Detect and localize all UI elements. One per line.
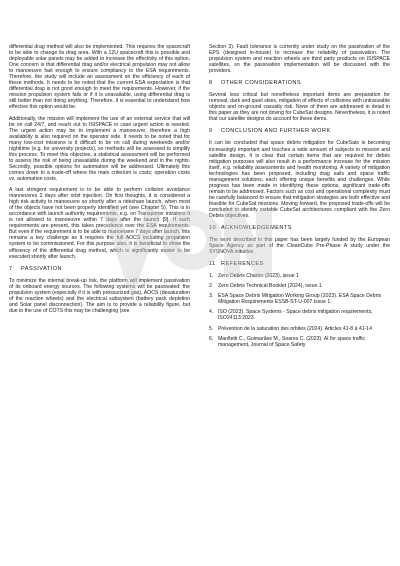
reference-text: ESA Space Debris Mitigation Working Group (2023). ESA Space Debris Mitigation Requirements ESSB-ST-U-007 Issue 1. [218,293,382,306]
reference-list [209,273,390,347]
reference-number: 5. [209,325,214,332]
reference-number: 2. [209,283,214,290]
reference-item [209,336,390,348]
section-title: PASSIVATION [21,265,63,272]
reference-text: Manfletti C., Guimarães M., Soares C. (2023). AI for space traffic management, Journal of Space Safety [218,335,366,348]
body-paragraph: Additionally, the mission will implement the use of an external service that will be on call 24/7, and reach out to ISISPACE in case urgent action is needed. The urgent action may be to implement a manoeuvre, therefore a high availability is also required on the operator side. It needs to be noted that for many low-cost missions is it difficult to be on call during weekends and/or nighttime (e.g. for university projects), so methods will be assessed to simplify this process. To meet this objective, a statistical assessment will be performed to assess the risk of being unavailable during the weekend and in the nights. Secondly, possible options for automation will be addressed. Ultimately this comes down to a trade-off where the main criterium is costs; operation costs vs. automation costs. [9,115,190,182]
reference-item [209,283,390,289]
section-title: CONCLUSION AND FURTHER WORK [221,128,331,135]
section-number: 11 [209,261,216,268]
reference-number: 6. [209,335,214,342]
body-paragraph: It can be concluded that space debris mitigation for CubeSats is becoming increasingly important and touches a wide amount of subjects in mission and satellite design. It is clear that certain items that are required for debris mitigation purposes will also result in a performance increase for the mission itself, e.g. reliability assessments and health monitoring. A variety of mitigation technologies has been proposed, including drag sails and space traffic management solutions, each offering unique benefits and challenges. While progress has been made in identifying these options, significant trade-offs remain to be addressed. Factors such as cost and operational complexity must be carefully balanced to ensure that mitigation strategies are both effective and feasible for CubeSat missions. Moving forward, the proposed trade-offs will be concluded to identify suitable CubeSat architectures compliant with the Zero Debris objectives. [209,140,390,220]
section-heading-other-considerations [209,80,390,87]
reference-item [209,309,390,321]
reference-text: ISO (2023). Space Systems - Space debris mitigation requirements, ISO24113:2023. [218,309,373,322]
reference-text: Prévention de la saturation des orbites (2024). Articles 41-8 à 41-14 [218,325,373,332]
reference-item [209,326,390,332]
body-paragraph: To minimize the internal break-up risk, the platform will implement passivation of its onboard energy sources. The following systems will be passivated: the propulsion system (especially if it is with pressurized gas), AOCS (desaturation of the reaction wheels) and the electrical subsystem (battery pack depletion and Solar panel disconnection). The aim is to provide a reliability figure, but due to the use of COTS this may be challenging (see [9,277,190,314]
section-heading-conclusion [209,128,390,135]
section-number: 10 [209,225,217,232]
section-number: 9 [209,128,213,135]
right-column [209,44,390,352]
section-title: REFERENCES [221,261,264,268]
reference-number: 1. [209,273,214,280]
body-paragraph: A last stringent requirement is to be able to perform collision avoidance manoeuvres 2 days after orbit injection. On first thoughts, it is considered a high risk activity to manoeuvre so shortly after a rideshare launch, when most of the objects have not been properly identified yet (see Chapter 5). This is in accordance with launch authority requirements, e.g. on Transporter missions it is not allowed to manoeuvre within 7 days after the launch [9]. If such requirements are present, this takes precedence over the ESA requirements. But even if the requirement is to be able to manoeuvre 7 days after launch, this remains a key challenge as it requires the full AOCS including propulsion system to be commissioned. For this purpose also, it is beneficial to show the efficiency of the differential drag method, which is significantly easier to be executed shortly after launch. [9,187,190,260]
section-title: ACKNOWLEDGEMENTS [221,225,292,232]
reference-text: Zero Debris Charter (2023), issue 1 [218,273,299,280]
section-heading-references [209,261,390,268]
reference-number: 3. [209,293,214,300]
body-paragraph: differential drag method will also be implemented. This requires the spacecraft to be able to change its drag area. With a 12U spacecraft this is possible and deployable solar panels may be added to increase the effectivity of this option. One concern is that differential drag and/or electrical propulsion may not allow to manoeuvre fast enough to ensure compliancy to the ESA requirements. Therefore, the study will include an assessment on the efficiency of each of these methods. It needs to be noted that the current ESA expectation is that differential drag is not good enough to meet the requirements. However, if the mission propulsion system fails or if it is unavailable, using differential drag is still better than not doing anything. Therefore, it is essential to understand how effective this option would be. [9,44,190,111]
reference-number: 4. [209,309,214,316]
body-paragraph: Section 3). Fault tolerance is currently under study on the passivation of the EPS (designed in-house) to increase the reliability of passivation. The propulsion system and reaction wheels are third party products on ISISPACE satellites, so the passivation implementation will be discussed with the providers. [209,44,390,75]
reference-item [209,293,390,305]
section-heading-passivation [9,266,190,273]
body-paragraph: Several less critical but nonetheless important items are preparation for removal, dark and quiet skies, mitigation of effects of collisions with untraceable objects and on-ground casualty risk. None of them are addressed in detail in this paper as they are not driving for CubeSat designs. Nevertheless, it is noted that our satellite designs do account for these items. [209,92,390,123]
section-heading-acknowledgements [209,225,390,232]
reference-item [209,273,390,279]
section-number: 8 [209,80,213,87]
reference-text: Zero Debris Technical Booklet (2024), issue 1 [218,283,322,290]
section-number: 7 [9,265,13,272]
body-paragraph: The work described in this paper has been largely funded by the European Space Agency as part of the CleanCube Pre-Phase A study under the SYSNOVA initiative. [209,237,390,256]
left-column [9,44,190,319]
section-title: OTHER CONSIDERATIONS [221,80,302,87]
